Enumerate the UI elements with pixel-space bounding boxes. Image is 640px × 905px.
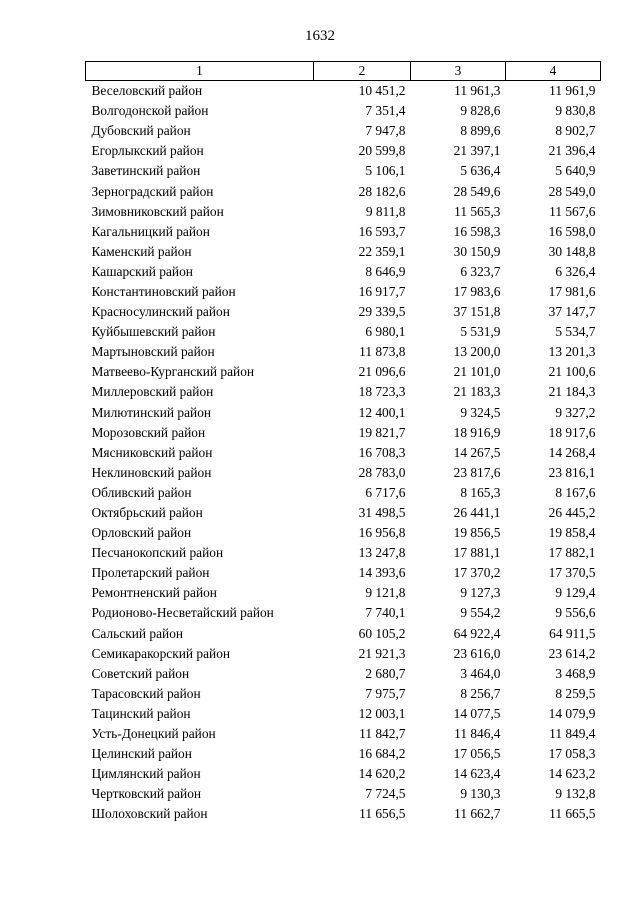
value-cell-col-4: 21 100,6 bbox=[548, 364, 596, 380]
value-cell-col-4: 9 132,8 bbox=[555, 786, 596, 802]
value-cell-col-2: 16 708,3 bbox=[358, 444, 406, 460]
district-name-cell: Октябрьский район bbox=[91, 505, 203, 521]
table-row bbox=[86, 101, 601, 121]
table-row bbox=[86, 403, 601, 423]
column-header-2: 2 bbox=[314, 62, 411, 81]
value-cell-col-2: 11 656,5 bbox=[359, 806, 406, 822]
table-row bbox=[86, 644, 601, 664]
district-name-cell: Ремонтненский район bbox=[91, 585, 217, 601]
value-cell-col-2: 28 182,6 bbox=[358, 183, 406, 199]
table-row bbox=[86, 161, 601, 181]
district-name-cell: Тарасовский район bbox=[91, 685, 201, 701]
table-row bbox=[86, 503, 601, 523]
value-cell-col-3: 6 323,7 bbox=[460, 263, 501, 279]
value-cell-col-2: 21 921,3 bbox=[358, 645, 406, 661]
value-cell-col-2: 9 121,8 bbox=[365, 585, 406, 601]
value-cell-col-3: 17 370,2 bbox=[453, 565, 501, 581]
value-cell-col-2: 10 451,2 bbox=[358, 83, 406, 99]
value-cell-col-4: 11 665,5 bbox=[549, 806, 596, 822]
value-cell-col-4: 11 849,4 bbox=[549, 726, 596, 742]
table-row bbox=[86, 242, 601, 262]
district-name-cell: Заветинский район bbox=[91, 163, 201, 179]
value-cell-col-4: 5 534,7 bbox=[555, 324, 596, 340]
district-name-cell: Кашарский район bbox=[91, 263, 193, 279]
header-row bbox=[86, 62, 601, 81]
table-row bbox=[86, 302, 601, 322]
value-cell-col-4: 30 148,8 bbox=[548, 243, 596, 259]
value-cell-col-3: 14 077,5 bbox=[453, 705, 501, 721]
value-cell-col-3: 13 200,0 bbox=[453, 344, 501, 360]
value-cell-col-4: 9 830,8 bbox=[555, 103, 596, 119]
district-name-cell: Пролетарский район bbox=[91, 565, 210, 581]
table-row bbox=[86, 282, 601, 302]
value-cell-col-4: 17 370,5 bbox=[548, 565, 596, 581]
district-name-cell: Орловский район bbox=[91, 525, 192, 541]
value-cell-col-2: 20 599,8 bbox=[358, 143, 406, 159]
district-name-cell: Цимлянский район bbox=[91, 766, 201, 782]
district-name-cell: Усть-Донецкий район bbox=[91, 726, 216, 742]
table-row bbox=[86, 764, 601, 784]
value-cell-col-3: 23 616,0 bbox=[453, 645, 501, 661]
value-cell-col-4: 11 961,9 bbox=[549, 83, 596, 99]
page-number: 1632 bbox=[305, 28, 335, 44]
district-name-cell: Мартыновский район bbox=[91, 344, 215, 360]
district-name-cell: Морозовский район bbox=[91, 424, 206, 440]
district-name-cell: Матвеево-Курганский район bbox=[91, 364, 255, 380]
value-cell-col-2: 9 811,8 bbox=[365, 203, 406, 219]
value-cell-col-4: 13 201,3 bbox=[548, 344, 596, 360]
value-cell-col-4: 5 640,9 bbox=[555, 163, 596, 179]
district-name-cell: Милютинский район bbox=[91, 404, 212, 420]
value-cell-col-3: 17 056,5 bbox=[453, 746, 501, 762]
value-cell-col-2: 12 003,1 bbox=[358, 705, 406, 721]
column-header-4: 4 bbox=[506, 62, 601, 81]
value-cell-col-3: 11 846,4 bbox=[454, 726, 501, 742]
district-name-cell: Мясниковский район bbox=[91, 444, 213, 460]
table-row bbox=[86, 141, 601, 161]
value-cell-col-4: 23 614,2 bbox=[548, 645, 596, 661]
value-cell-col-2: 16 684,2 bbox=[358, 746, 406, 762]
value-cell-col-4: 3 468,9 bbox=[555, 665, 596, 681]
table-row bbox=[86, 804, 601, 824]
value-cell-col-2: 6 980,1 bbox=[365, 324, 406, 340]
table-row bbox=[86, 382, 601, 402]
value-cell-col-3: 64 922,4 bbox=[453, 625, 501, 641]
district-data-table bbox=[85, 61, 601, 824]
value-cell-col-2: 16 593,7 bbox=[358, 223, 406, 239]
value-cell-col-4: 28 549,0 bbox=[548, 183, 596, 199]
value-cell-col-3: 11 662,7 bbox=[454, 806, 501, 822]
value-cell-col-2: 6 717,6 bbox=[365, 484, 406, 500]
value-cell-col-2: 21 096,6 bbox=[358, 364, 406, 380]
value-cell-col-3: 26 441,1 bbox=[453, 505, 501, 521]
value-cell-col-4: 9 327,2 bbox=[555, 404, 596, 420]
district-name-cell: Советский район bbox=[91, 665, 190, 681]
value-cell-col-2: 28 783,0 bbox=[358, 464, 406, 480]
value-cell-col-4: 26 445,2 bbox=[548, 505, 596, 521]
value-cell-col-4: 11 567,6 bbox=[549, 203, 596, 219]
value-cell-col-2: 5 106,1 bbox=[365, 163, 406, 179]
district-name-cell: Сальский район bbox=[91, 625, 184, 641]
value-cell-col-3: 9 127,3 bbox=[460, 585, 501, 601]
value-cell-col-2: 13 247,8 bbox=[358, 545, 406, 561]
value-cell-col-2: 29 339,5 bbox=[358, 304, 406, 320]
table-row bbox=[86, 523, 601, 543]
table-row bbox=[86, 603, 601, 623]
table-row bbox=[86, 81, 601, 102]
district-name-cell: Песчанокопский район bbox=[91, 545, 224, 561]
value-cell-col-2: 7 975,7 bbox=[365, 685, 406, 701]
value-cell-col-2: 8 646,9 bbox=[365, 263, 406, 279]
value-cell-col-2: 19 821,7 bbox=[358, 424, 406, 440]
value-cell-col-4: 21 184,3 bbox=[548, 384, 596, 400]
district-name-cell: Дубовский район bbox=[91, 123, 191, 139]
table-row bbox=[86, 483, 601, 503]
district-name-cell: Кагальницкий район bbox=[91, 223, 210, 239]
value-cell-col-4: 17 882,1 bbox=[548, 545, 596, 561]
value-cell-col-4: 9 129,4 bbox=[555, 585, 596, 601]
value-cell-col-3: 23 817,6 bbox=[453, 464, 501, 480]
district-name-cell: Шолоховский район bbox=[91, 806, 208, 822]
value-cell-col-3: 8 165,3 bbox=[460, 484, 501, 500]
value-cell-col-3: 8 256,7 bbox=[460, 685, 501, 701]
value-cell-col-3: 9 554,2 bbox=[460, 605, 501, 621]
district-name-cell: Неклиновский район bbox=[91, 464, 212, 480]
value-cell-col-2: 18 723,3 bbox=[358, 384, 406, 400]
district-name-cell: Веселовский район bbox=[91, 83, 203, 99]
value-cell-col-3: 30 150,9 bbox=[453, 243, 501, 259]
table-row bbox=[86, 563, 601, 583]
value-cell-col-3: 21 397,1 bbox=[453, 143, 501, 159]
value-cell-col-3: 14 267,5 bbox=[453, 444, 501, 460]
value-cell-col-3: 11 961,3 bbox=[454, 83, 501, 99]
table-row bbox=[86, 744, 601, 764]
district-name-cell: Родионово-Несветайский район bbox=[91, 605, 274, 621]
table-row bbox=[86, 121, 601, 141]
value-cell-col-4: 19 858,4 bbox=[548, 525, 596, 541]
value-cell-col-3: 17 881,1 bbox=[453, 545, 501, 561]
table-row bbox=[86, 664, 601, 684]
table-row bbox=[86, 262, 601, 282]
table-row bbox=[86, 684, 601, 704]
table-row bbox=[86, 543, 601, 563]
table-row bbox=[86, 222, 601, 242]
value-cell-col-4: 14 623,2 bbox=[548, 766, 596, 782]
value-cell-col-4: 6 326,4 bbox=[555, 263, 596, 279]
value-cell-col-3: 37 151,8 bbox=[453, 304, 501, 320]
table-row bbox=[86, 322, 601, 342]
value-cell-col-2: 7 351,4 bbox=[365, 103, 406, 119]
district-name-cell: Константиновский район bbox=[91, 283, 236, 299]
table-row bbox=[86, 423, 601, 443]
value-cell-col-2: 22 359,1 bbox=[358, 243, 406, 259]
value-cell-col-3: 28 549,6 bbox=[453, 183, 501, 199]
district-name-cell: Красносулинский район bbox=[91, 304, 230, 320]
table-row bbox=[86, 583, 601, 603]
value-cell-col-4: 23 816,1 bbox=[548, 464, 596, 480]
value-cell-col-2: 11 873,8 bbox=[359, 344, 406, 360]
table-row bbox=[86, 342, 601, 362]
table-row bbox=[86, 463, 601, 483]
table-row bbox=[86, 624, 601, 644]
value-cell-col-2: 7 947,8 bbox=[365, 123, 406, 139]
value-cell-col-3: 8 899,6 bbox=[460, 123, 501, 139]
value-cell-col-2: 31 498,5 bbox=[358, 505, 406, 521]
value-cell-col-4: 14 268,4 bbox=[548, 444, 596, 460]
table-row bbox=[86, 202, 601, 222]
value-cell-col-3: 5 636,4 bbox=[460, 163, 501, 179]
value-cell-col-3: 9 324,5 bbox=[460, 404, 501, 420]
value-cell-col-3: 19 856,5 bbox=[453, 525, 501, 541]
value-cell-col-3: 9 130,3 bbox=[460, 786, 501, 802]
table-row bbox=[86, 362, 601, 382]
district-name-cell: Целинский район bbox=[91, 746, 192, 762]
table-row bbox=[86, 784, 601, 804]
value-cell-col-2: 2 680,7 bbox=[365, 665, 406, 681]
value-cell-col-4: 14 079,9 bbox=[548, 705, 596, 721]
district-name-cell: Обливский район bbox=[91, 484, 192, 500]
district-name-cell: Егорлыкский район bbox=[91, 143, 204, 159]
district-name-cell: Чертковский район bbox=[91, 786, 202, 802]
value-cell-col-3: 14 623,4 bbox=[453, 766, 501, 782]
value-cell-col-4: 37 147,7 bbox=[548, 304, 596, 320]
value-cell-col-4: 9 556,6 bbox=[555, 605, 596, 621]
value-cell-col-4: 8 259,5 bbox=[555, 685, 596, 701]
value-cell-col-3: 18 916,9 bbox=[453, 424, 501, 440]
value-cell-col-4: 8 902,7 bbox=[555, 123, 596, 139]
value-cell-col-3: 21 101,0 bbox=[453, 364, 501, 380]
value-cell-col-2: 14 620,2 bbox=[358, 766, 406, 782]
value-cell-col-3: 5 531,9 bbox=[460, 324, 501, 340]
value-cell-col-4: 16 598,0 bbox=[548, 223, 596, 239]
district-name-cell: Зимовниковский район bbox=[91, 203, 224, 219]
value-cell-col-3: 3 464,0 bbox=[460, 665, 501, 681]
value-cell-col-4: 17 981,6 bbox=[548, 283, 596, 299]
value-cell-col-4: 8 167,6 bbox=[555, 484, 596, 500]
value-cell-col-4: 64 911,5 bbox=[549, 625, 596, 641]
district-name-cell: Зерноградский район bbox=[91, 183, 214, 199]
value-cell-col-4: 17 058,3 bbox=[548, 746, 596, 762]
district-name-cell: Волгодонской район bbox=[91, 103, 209, 119]
value-cell-col-3: 9 828,6 bbox=[460, 103, 501, 119]
district-name-cell: Куйбышевский район bbox=[91, 324, 216, 340]
column-header-1: 1 bbox=[86, 62, 314, 81]
value-cell-col-2: 7 724,5 bbox=[365, 786, 406, 802]
value-cell-col-2: 60 105,2 bbox=[358, 625, 406, 641]
value-cell-col-4: 18 917,6 bbox=[548, 424, 596, 440]
table-row bbox=[86, 181, 601, 201]
table-row bbox=[86, 704, 601, 724]
value-cell-col-2: 11 842,7 bbox=[359, 726, 406, 742]
table-row bbox=[86, 443, 601, 463]
district-name-cell: Каменский район bbox=[91, 243, 192, 259]
value-cell-col-2: 16 917,7 bbox=[358, 283, 406, 299]
value-cell-col-3: 17 983,6 bbox=[453, 283, 501, 299]
value-cell-col-3: 21 183,3 bbox=[453, 384, 501, 400]
value-cell-col-3: 11 565,3 bbox=[454, 203, 501, 219]
district-name-cell: Миллеровский район bbox=[91, 384, 214, 400]
table-row bbox=[86, 724, 601, 744]
column-header-3: 3 bbox=[411, 62, 506, 81]
value-cell-col-2: 7 740,1 bbox=[365, 605, 406, 621]
value-cell-col-2: 14 393,6 bbox=[358, 565, 406, 581]
value-cell-col-2: 16 956,8 bbox=[358, 525, 406, 541]
district-name-cell: Семикаракорский район bbox=[91, 645, 231, 661]
value-cell-col-3: 16 598,3 bbox=[453, 223, 501, 239]
district-name-cell: Тацинский район bbox=[91, 705, 191, 721]
value-cell-col-4: 21 396,4 bbox=[548, 143, 596, 159]
value-cell-col-2: 12 400,1 bbox=[358, 404, 406, 420]
